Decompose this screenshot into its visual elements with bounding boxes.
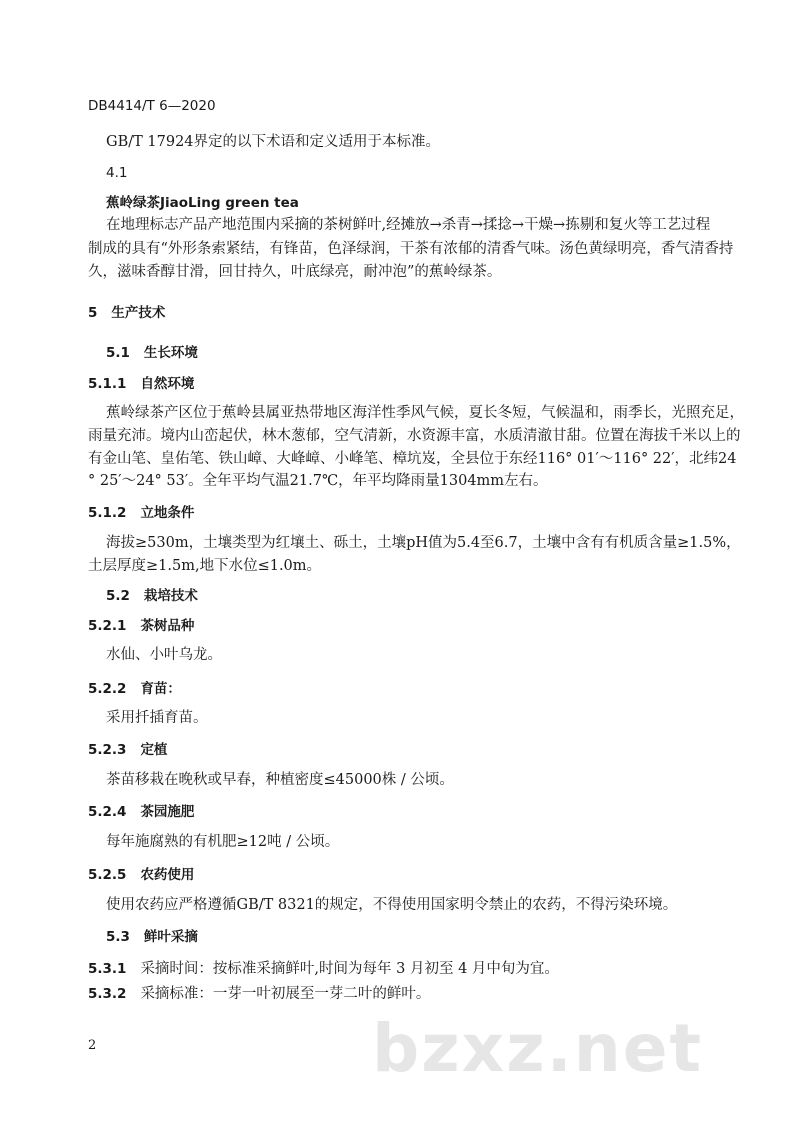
paragraph-line: 每年施腐熟的有机肥≥12吨 / 公顷。: [106, 834, 340, 850]
clause-number: 5.2.4: [88, 804, 127, 820]
section-number: 5.3: [106, 929, 130, 945]
term-definition-line: 在地理标志产品产地范围内采摘的茶树鲜叶,经摊放→杀青→揉捻→干燥→拣剔和复火等工艺过程: [106, 217, 711, 233]
paragraph-line: 使用农药应严格遵循GB/T 8321的规定，不得使用国家明令禁止的农药，不得污染环境。: [106, 897, 678, 913]
clause-title: 育苗：: [140, 681, 181, 697]
clause-heading: [88, 375, 194, 393]
clause-number: 5.2.5: [88, 867, 127, 883]
clause-title: 立地条件: [140, 505, 195, 521]
paragraph-line: 蕉岭绿茶产区位于蕉岭县属亚热带地区海洋性季风气候，夏长冬短，气候温和，雨季长，光照充足，: [106, 405, 744, 421]
clause-heading: [88, 504, 194, 522]
clause-heading: [88, 680, 181, 698]
clause-number: 5.3.1: [88, 961, 127, 977]
clause-title: 茶树品种: [140, 618, 195, 634]
subsection-heading: [106, 587, 198, 605]
paragraph-line: 水仙、小叶乌龙。: [106, 647, 222, 663]
clause-item: [88, 985, 430, 1003]
clause-title: 定植: [140, 742, 168, 758]
clause-number: 5.2.1: [88, 618, 127, 634]
watermark: bzxz.net: [372, 1010, 704, 1087]
clause-number: 5.3.2: [88, 986, 127, 1002]
section-title: 生产技术: [111, 305, 166, 321]
section-number: 5.2: [106, 588, 130, 604]
term-definition-line: 制成的具有“外形条索紧结，有锋苗，色泽绿润，干茶有浓郁的清香气味。汤色黄绿明亮，香气清香持: [88, 241, 734, 257]
clause-heading: [88, 803, 194, 821]
clause-item: [88, 960, 559, 978]
clause-heading: [88, 617, 194, 635]
paragraph-line: ° 25′～24° 53′。全年平均气温21.7℃，年平均降雨量1304mm左右。: [88, 473, 548, 489]
subsection-heading: [106, 928, 198, 946]
clause-title: 农药使用: [140, 867, 195, 883]
clause-title: 茶园施肥: [140, 804, 195, 820]
clause-number: 5.1.2: [88, 505, 127, 521]
clause-title: 自然环境: [140, 376, 195, 392]
paragraph-line: 海拔≥530m，土壤类型为红壤土、砾土，土壤pH值为5.4至6.7，土壤中含有有机质含量≥1.5%，: [106, 535, 741, 551]
page-number: 2: [88, 1038, 97, 1053]
section-number: 5.1: [106, 345, 130, 361]
subsection-heading: [106, 344, 198, 362]
section-number: 5: [88, 305, 98, 321]
term-title: 蕉岭绿茶JiaoLing green tea: [106, 195, 299, 211]
clause-number: 5.2.2: [88, 681, 127, 697]
clause-text: 采摘时间：按标准采摘鲜叶,时间为每年 3 月初至 4 月中旬为宜。: [140, 961, 559, 977]
term-definition-line: 久，滋味香醇甘滑，回甘持久，叶底绿亮，耐冲泡”的蕉岭绿茶。: [88, 264, 502, 280]
paragraph-line: 雨量充沛。境内山峦起伏，林木葱郁，空气清新，水资源丰富，水质清澈甘甜。位置在海拔千米以上的: [88, 428, 741, 444]
paragraph-line: 茶苗移栽在晚秋或早春，种植密度≤45000株 / 公顷。: [106, 772, 454, 788]
clause-text: 采摘标准：一芽一叶初展至一芽二叶的鲜叶。: [140, 986, 431, 1002]
clause-heading: [88, 741, 167, 759]
paragraph-line: 采用扦插育苗。: [106, 710, 208, 726]
paragraph-line: 土层厚度≥1.5m,地下水位≤1.0m。: [88, 558, 322, 574]
clause-number: 5.2.3: [88, 742, 127, 758]
section-title: 鲜叶采摘: [143, 929, 198, 945]
clause-heading: [88, 866, 194, 884]
doc-id-header: DB4414/T 6—2020: [88, 98, 216, 114]
term-number: 4.1: [106, 165, 128, 181]
clause-number: 5.1.1: [88, 376, 127, 392]
section-heading: [88, 304, 165, 322]
section-title: 栽培技术: [143, 588, 198, 604]
paragraph-line: 有金山笔、皇佑笔、铁山嶂、大峰嶂、小峰笔、樟坑岌，全县位于东经116° 01′～116° 22′，北纬24: [88, 451, 737, 467]
intro-paragraph: GB/T 17924界定的以下术语和定义适用于本标准。: [106, 134, 441, 150]
section-title: 生长环境: [143, 345, 198, 361]
